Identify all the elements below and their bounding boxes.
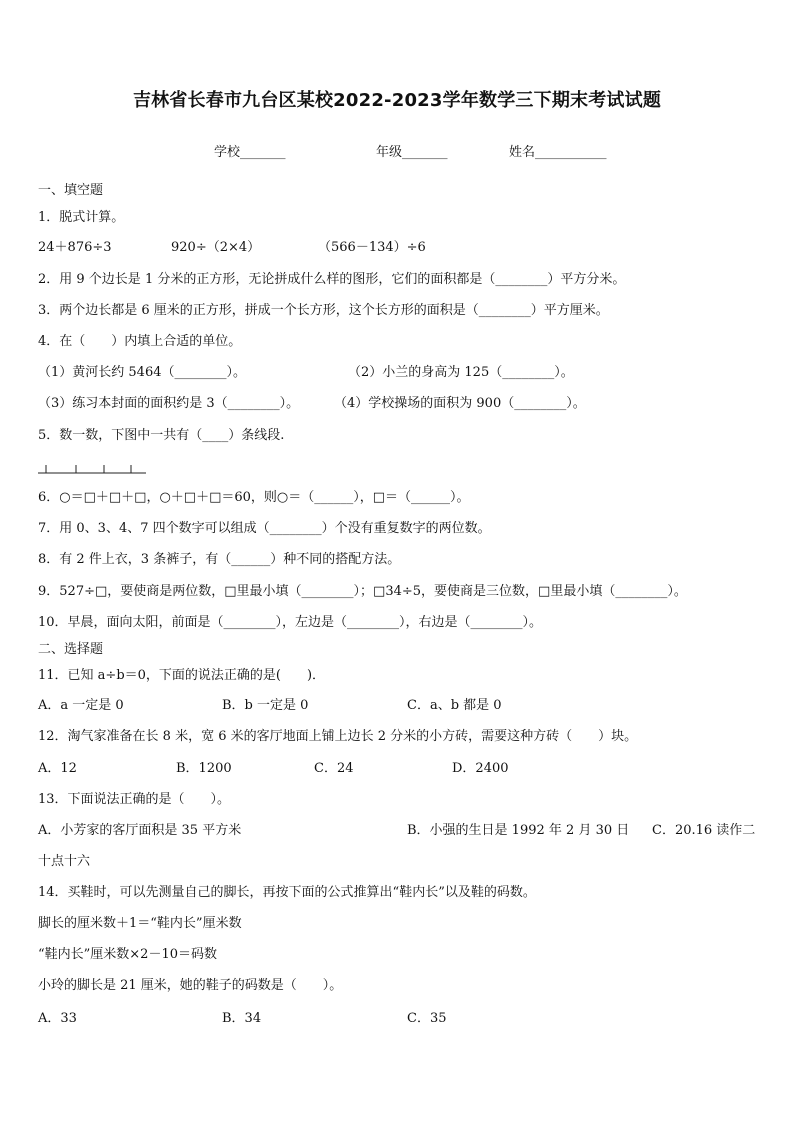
question-7: 7．用 0、3、4、7 四个数字可以组成（________）个没有重复数字的两位数。 (38, 521, 491, 536)
question-4-item-3: （3）练习本封面的面积约是 3（________）。 (38, 396, 300, 411)
question-1: 1．脱式计算。 (38, 210, 125, 225)
question-14-option-a: A．33 (38, 1011, 77, 1026)
question-11-option-c: C．a、b 都是 0 (407, 698, 502, 713)
question-4-item-1: （1）黄河长约 5464（________）。 (38, 365, 246, 380)
question-11-option-a: A．a 一定是 0 (38, 698, 124, 713)
question-13-option-c-continued: 十点十六 (38, 854, 91, 869)
question-11: 11．已知 a÷b＝0，下面的说法正确的是( )． (38, 668, 326, 683)
question-1-item-b: 920÷（2×4） (171, 240, 261, 255)
question-13-option-a: A．小芳家的客厅面积是 35 平方米 (38, 823, 242, 838)
question-2: 2．用 9 个边长是 1 分米的正方形，无论拼成什么样的图形，它们的面积都是（________）平方分米。 (38, 272, 626, 287)
school-field: 学校_______ (214, 145, 286, 160)
question-8: 8．有 2 件上衣，3 条裤子，有（______）种不同的搭配方法。 (38, 552, 401, 567)
question-4-item-2: （2）小兰的身高为 125（________）。 (348, 365, 574, 380)
question-14-option-c: C．35 (407, 1011, 447, 1026)
question-5: 5．数一数，下图中一共有（____）条线段. (38, 428, 285, 443)
question-13: 13．下面说法正确的是（ ）。 (38, 792, 231, 807)
question-12: 12．淘气家准备在长 8 米，宽 6 米的客厅地面上铺上边长 2 分米的小方砖，需要这种方砖（ ）块。 (38, 729, 638, 744)
question-14-prompt: 小玲的脚长是 21 厘米，她的鞋子的码数是（ ）。 (38, 978, 343, 993)
question-14-formula-2: “鞋内长”厘米数×2－10＝码数 (38, 947, 217, 962)
question-4: 4．在（ ）内填上合适的单位。 (38, 334, 242, 349)
question-11-option-b: B．b 一定是 0 (222, 698, 309, 713)
section-choice-heading: 二、选择题 (38, 642, 104, 657)
question-12-option-a: A．12 (38, 761, 77, 776)
question-6: 6．○＝□＋□＋□，○＋□＋□＝60，则○＝（______），□＝（______）。 (38, 490, 470, 505)
question-12-option-c: C．24 (314, 761, 354, 776)
section-fill-heading: 一、填空题 (38, 183, 104, 198)
question-12-option-d: D．2400 (452, 761, 509, 776)
name-field: 姓名___________ (509, 145, 607, 160)
question-13-option-c: C．20.16 读作二 (652, 823, 756, 838)
grade-field: 年级_______ (376, 145, 448, 160)
question-13-option-b: B．小强的生日是 1992 年 2 月 30 日 (407, 823, 630, 838)
question-3: 3．两个边长都是 6 厘米的正方形，拼成一个长方形，这个长方形的面积是（________）平方厘米。 (38, 303, 609, 318)
question-14-formula-1: 脚长的厘米数＋1＝“鞋内长”厘米数 (38, 916, 242, 931)
question-4-item-4: （4）学校操场的面积为 900（________）。 (334, 396, 586, 411)
question-9: 9．527÷□，要使商是两位数，□里最小填（________）；□34÷5，要使商是三位数，□里最小填（________）。 (38, 584, 687, 599)
page-title: 吉林省长春市九台区某校2022-2023学年数学三下期末考试试题 (132, 90, 662, 111)
question-14-option-b: B．34 (222, 1011, 262, 1026)
question-1-item-c: （566－134）÷6 (318, 240, 426, 255)
question-12-option-b: B．1200 (176, 761, 232, 776)
question-10: 10．早晨，面向太阳，前面是（________），左边是（________），右边是（________）。 (38, 615, 543, 630)
question-14: 14．买鞋时，可以先测量自己的脚长，再按下面的公式推算出“鞋内长”以及鞋的码数。 (38, 885, 536, 900)
question-1-item-a: 24＋876÷3 (38, 240, 112, 255)
segment-figure (38, 462, 148, 476)
